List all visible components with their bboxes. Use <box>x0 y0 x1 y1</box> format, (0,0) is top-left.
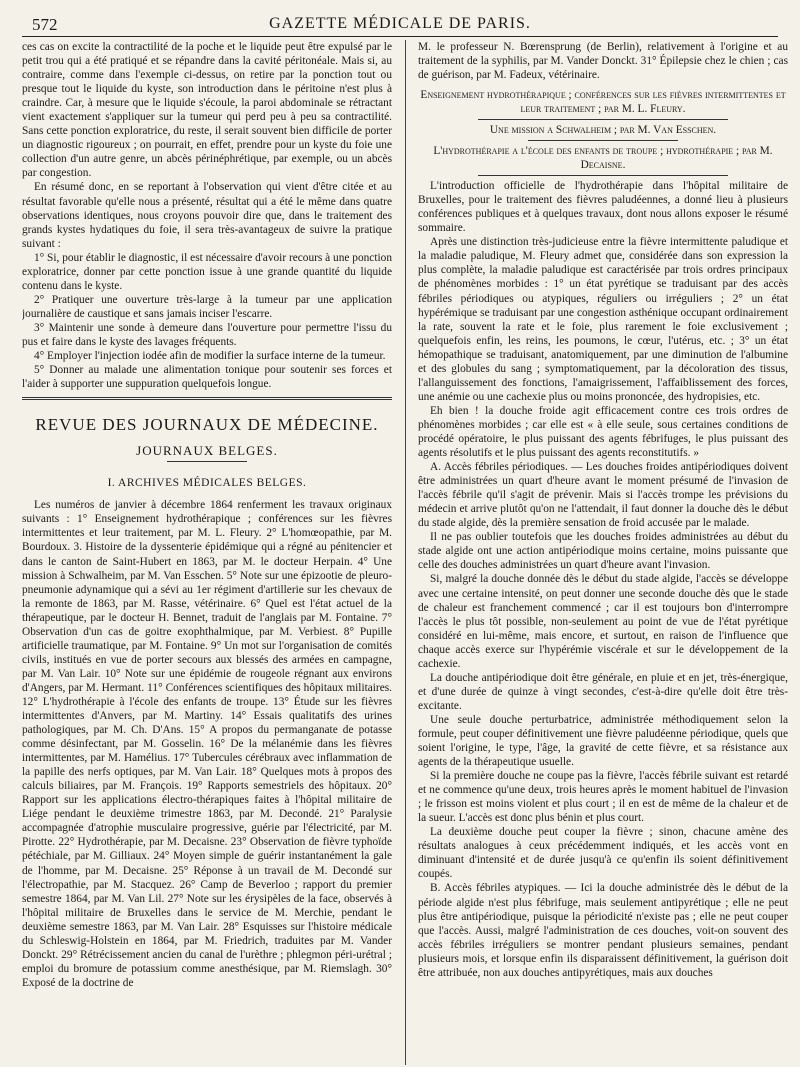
body-paragraph: La deuxième douche peut couper la fièvre ; sinon, chacune amène des résultats analogues à ceux précédemment indiqués, et les accès vont en diminuant d'intensité et de durée jusqu'à ce qu'enfin ils soient définitivement coupés. <box>418 826 788 881</box>
step-item: 2° Pratiquer une ouverture très-large à la tumeur par une application journalière de caustique et sans jamais inciser l'escarre. <box>22 293 392 320</box>
column-rule <box>405 40 406 1065</box>
page-number: 572 <box>32 15 58 34</box>
subtitle-underline <box>167 461 247 462</box>
body-paragraph: Une seule douche perturbatrice, administrée méthodiquement selon la formule, peut couper définitivement une fièvre paludéenne périodique, quels que soient l'origine, le type, l'âge, la gravité de cette fièvre, et sa résistance aux agents de la thérapeutique usuelle. <box>418 713 788 769</box>
body-paragraph: B. Accès fébriles atypiques. — Ici la douche administrée dès le début de la période algide n'est plus fébrifuge, mais seulement antipyrétique ; elle ne peut plus être antipériodique, puisque la périodicité n'existe pas ; elle ne peut couper que l'accès. Aussi, malgré l'administration de ces douches, voit-on souvent des accès fébriles irréguliers se montrer pendant plusieurs semaines, pendant plusieurs mois, et lorsque enfin ils disparaissent définitivement, la guérison doit être attribuée, non aux douches antipyrétiques, mais aux douches <box>418 882 788 979</box>
body-paragraph: A. Accès fébriles périodiques. — Les douches froides antipériodiques doivent être administrées un quart d'heure avant le moment présumé de l'invasion de l'accès fébrile qu'il s'agit de prévenir. Mais si l'accès trompe les prévisions du médecin et arrive plutôt qu'on ne l'attendait, il faut donner la douche dès le début du stade algide, dès la première sensation de froid accusée par le malade. <box>418 461 788 530</box>
left-column <box>22 40 392 1065</box>
page-header <box>22 6 778 37</box>
section-divider <box>22 397 392 400</box>
body-paragraph: Si, malgré la douche donnée dès le début du stade algide, l'accès se développe avec une certaine intensité, on peut donner une seconde douche dès que le stade de chaleur est franchement commencé ; car il est toujours bon d'interrompre l'accès le plus tôt possible, non-seulement au point de vue de l'état pyrétique considéré en lui-même, mais encore, et surtout, en raison de l'influence que chaque accès exerce sur l'hypérémie viscérale et sur le développement de la cachexie. <box>418 573 788 670</box>
section-title: I. ARCHIVES MÉDICALES BELGES. <box>107 477 307 490</box>
heading-divider <box>478 175 728 176</box>
two-column-body <box>22 40 788 1065</box>
body-paragraph: La douche antipériodique doit être générale, en pluie et en jet, très-énergique, et d'une durée de quinze à vingt secondes, c'est-à-dire qu'elle doit être très-excitante. <box>418 671 788 712</box>
article-heading: Une mission a Schwalheim ; par M. Van Esschen. <box>489 124 717 137</box>
step-item: 3° Maintenir une sonde à demeure dans l'ouverture pour permettre l'issu du pus et faire dans le kyste des lavages fréquents. <box>22 321 392 348</box>
body-paragraph: Il ne pas oublier toutefois que les douches froides administrées au début du stade algide ont une action antipériodique moins certaine, moins puissante que celle des douches administrées un quart d'heure avant l'invasion. <box>418 531 788 572</box>
step-item: 5° Donner au malade une alimentation tonique pour soutenir ses forces et l'aider à supporter une suppuration quelquefois longue. <box>22 364 392 391</box>
step-item: 4° Employer l'injection iodée afin de modifier la surface interne de la tumeur. <box>34 350 386 363</box>
review-subtitle: JOURNAUX BELGES. <box>136 443 278 459</box>
articles-list-paragraph: Les numéros de janvier à décembre 1864 renferment les travaux originaux suivants : 1° Enseignement hydrothérapique ; conférences sur les fièvres intermittentes et leur traitement, par M. L. Fleury. 2° L'homœopathie, par M. Bourdoux. 3. Histoire de la dyssenterie épidémique qui a régné au pénitencier et dans le canton de Saint-Hubert en 1863, par M. le docteur Herpain. 4° Une mission à Schwalheim, par M. Van Esschen. 5° Note sur une épizootie de pleuro-pneumonie adynamique qui a sévi au 1er régiment d'artillerie sur les chevaux de la remonte de 1863, par M. Rasse, vétérinaire. 6° Quel est l'état actuel de la thérapeutique, par le docteur H. Bennet, traduit de l'anglais par M. Fontaine. 7° Observation d'un cas de goitre exophthalmique, par M. Verbiest. 8° Pupille artificielle traumatique, par M. Fontaine. 9° Un mot sur l'organisation de comités civils, institués en vue de porter secours aux blessés des armées en campagne, par M. Van Lair. 10° Note sur une épidémie de rougeole régnant aux environs d'Angers, par M. Hermant. 11° Conférences scientifiques des hôpitaux militaires. 12° L'hydrothérapie à l'école des enfants de troupe. 13° Étude sur les fièvres intermittentes d'Anvers, par M. Martiny. 14° Essais qualitatifs des urines pathologiques, par M. Ch. D'Ans. 15° A propos du permanganate de potasse comme désinfectant, par M. Gosselin. 16° De la mélanémie dans les fièvres intermittentes, par M. Hamélius. 17° Tubercules cérébraux avec inflammation de la papille des nerfs optiques, par M. Van Lair. 18° Quelques mots à propos des calculs biliaires, par M. François. 19° Rapports semestriels des hôpitaux. 20° Rapport sur les applications électro-thérapiques faites à l'hôpital militaire de Liége pendant le deuxième trimestre 1863, par M. Decondé. 21° Paralysie accompagnée d'atrophie musculaire progressive, guérie par l'électricité, par M. Pirotte. 22° Hydrothérapie, par M. Decaisne. 23° Observation de fièvre typhoïde pétéchiale, par M. Gilliaux. 24° Moyen simple de guérir instantanément la gale de l'homme, par M. Decaisne. 25° Réponse à un travail de M. Decondé sur l'électropathie, par M. Stacquez. 26° Camp de Beverloo ; rapport du premier semestre 1864, par M. Van Lil. 27° Note sur les érysipèles de la face, observés à l'hôpital militaire de Bruxelles dans le service de M. Merchie, pendant le deuxième semestre 1863, par M. Van Lair. 28° Esquisses sur l'histoire médicale du Schleswig-Holstein en 1864, par M. Friedrich, traduites par M. Vander Donckt. 29° Rétrécissement ancien du canal de l'urèthre ; phlegmon péri-urétral ; emploi du bromure de potassium comme anesthésique, par M. Riemslagh. 30° Exposé de la doctrine de <box>22 499 392 989</box>
body-paragraph: Après une distinction très-judicieuse entre la fièvre intermittente paludique et la maladie paludique, M. Fleury admet que, considérée dans son expression la plus complète, la maladie paludique est caractérisée par trois ordres principaux de phénomènes morbides : 1° un état pyrétique se traduisant par des accès fébriles périodiques ou atypiques, réguliers ou irréguliers ; 2° un état hypérémique se traduisant par une congestion asthénique occupant ordinairement la rate, souvent la rate et le foie, plus rarement le foie exclusivement ; quelquefois enfin, les reins, les poumons, le cœur, l'utérus, etc. ; 3° un état hémopathique se traduisant, anatomiquement, par une diminution de l'albumine et des globules du sang ; symptomatiquement, par la décoloration des tissus, l'allanguissement des fonctions, l'amaigrissement, l'affaiblissement des forces, une anémie ou une cachexie plus ou moins prononcée, des hydropisies, etc. <box>418 236 788 403</box>
article-heading: L'hydrothérapie a l'école des enfants de troupe ; hydrothérapie ; par M. Decaisne. <box>433 145 773 172</box>
heading-divider <box>528 140 678 141</box>
body-paragraph: L'introduction officielle de l'hydrothérapie dans l'hôpital militaire de Bruxelles, pour le traitement des fièvres paludéennes, a donné lieu à plusieurs conférences publiques et à quelques travaux, dont nous allons exposer le résumé sommaire. <box>418 180 788 235</box>
body-paragraph: Eh bien ! la douche froide agit efficacement contre ces trois ordres de phénomènes morbides ; car elle est « à elle seule, sous certaines conditions de procédé opératoire, le plus puissant des agents fébrifuges, le plus puissant des agents résolutifs et le plus puissant des agents reconstitutifs. » <box>418 404 788 460</box>
continuation-paragraph: ces cas on excite la contractilité de la poche et le liquide peut être expulsé par le petit trou qui a été pratiqué et se répandre dans la cavité péritonéale. Mais si, au contraire, comme dans l'exemple ci-dessus, on retire par la ponction tout ou presque tout le liquide du kyste, son introduction dans le péritoine n'est plus à craindre. Car, à mesure que le liquide s'écoule, la paroi abdominale se rétractant vient exactement s'appliquer sur la tumeur qui perd peu à peu sa contractilité. Sans cette ponction exploratrice, du reste, il serait souvent bien difficile de porter un diagnostic rigoureux ; on pourrait, en effet, prendre pour un kyste du foie une collection d'un autre genre, un abcès périnéphrétique, par exemple, ou un abcès par congestion. <box>22 41 392 180</box>
step-item: 1° Si, pour établir le diagnostic, il est nécessaire d'avoir recours à une ponction exploratrice, donner par cette ponction issue à une grande quantité du liquide contenu dans le kyste. <box>22 251 392 292</box>
body-paragraph: Si la première douche ne coupe pas la fièvre, l'accès fébrile suivant est retardé et ne commence qu'une deux, trois heures après le moment habituel de l'invasion ; le frisson est moins violent et plus court ; il en est de même de la chaleur et de la sueur. L'accès est donc plus bénin et plus court. <box>418 770 788 825</box>
heading-divider <box>478 119 728 120</box>
summary-paragraph: En résumé donc, en se reportant à l'observation qui vient d'être citée et au résultat favorable qu'elle nous a présenté, résultat qui a été le même dans quatre observations identiques, nous croyons pouvoir dire que, dans le traitement des grands kystes hydatiques du foie, il sera très-avantageux de suivre la pratique suivant : <box>22 181 392 250</box>
journal-title: GAZETTE MÉDICALE DE PARIS. <box>269 15 531 32</box>
review-title: REVUE DES JOURNAUX DE MÉDECINE. <box>35 415 379 435</box>
right-column <box>418 40 788 1065</box>
article-heading: Enseignement hydrothérapique ; conférences sur les fièvres intermittentes et leur traitement ; par M. L. Fleury. <box>420 89 786 116</box>
continuation-paragraph: M. le professeur N. Bœrensprung (de Berlin), relativement à l'origine et au traitement de la syphilis, par M. Vander Donckt. 31° Épilepsie chez le chien ; cas de guérison, par M. Fadeux, vétérinaire. <box>418 41 788 82</box>
